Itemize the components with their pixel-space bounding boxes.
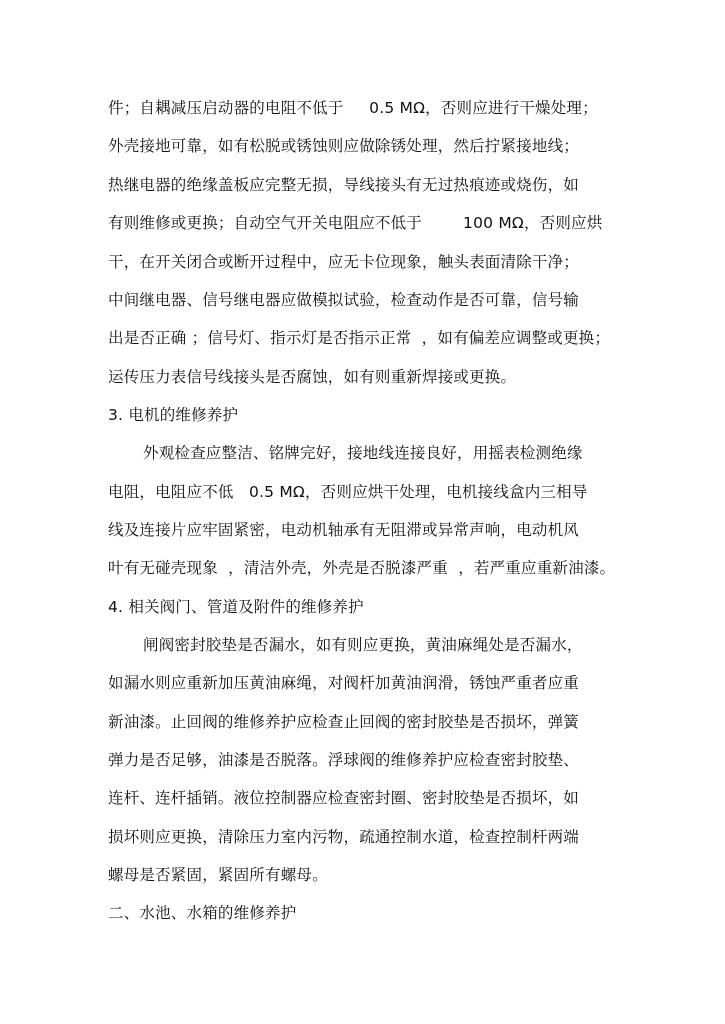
paragraph-line: 损坏则应更换，清除压力室内污物，疏通控制水道，检查控制杆两端 <box>108 828 580 846</box>
paragraph-line: 干，在开关闭合或断开过程中，应无卡位现象，触头表面清除干净； <box>108 253 580 271</box>
section-heading-motor: 3. 电机的维修养护 <box>108 406 239 424</box>
paragraph-line: 外观检查应整洁、铭牌完好，接地线连接良好，用摇表检测绝缘 <box>143 444 583 462</box>
paragraph-line: 如漏水则应重新加压黄油麻绳，对阀杆加黄油润滑，锈蚀严重者应重 <box>108 674 580 692</box>
paragraph-line: 电阻，电阻应不低 0.5 MΩ，否则应烘干处理，电机接线盒内三相导 <box>108 483 588 501</box>
paragraph-line: 线及连接片应牢固紧密，电动机轴承有无阻滞或异常声响，电动机风 <box>108 521 580 539</box>
paragraph-line: 热继电器的绝缘盖板应完整无损，导线接头有无过热痕迹或烧伤，如 <box>108 176 580 194</box>
paragraph-line: 件；自耦减压启动器的电阻不低于 0.5 MΩ，否则应进行干燥处理； <box>108 99 598 117</box>
paragraph-line: 有则维修或更换；自动空气开关电阻应不低于 100 MΩ，否则应烘 <box>108 214 603 232</box>
paragraph-line: 外壳接地可靠，如有松脱或锈蚀则应做除锈处理，然后拧紧接地线； <box>108 137 580 155</box>
paragraph-line: 新油漆。止回阀的维修养护应检查止回阀的密封胶垫是否损坏，弹簧 <box>108 713 580 731</box>
paragraph-line: 闸阀密封胶垫是否漏水，如有则应更换，黄油麻绳处是否漏水， <box>143 636 583 654</box>
paragraph-line: 出是否正确 ；信号灯、指示灯是否指示正常 ，如有偏差应调整或更换； <box>108 329 611 347</box>
section-title-water-tank: 二、水池、水箱的维修养护 <box>108 904 297 922</box>
section-heading-valves: 4. 相关阀门、管道及附件的维修养护 <box>108 598 364 616</box>
paragraph-line: 弹力是否足够，油漆是否脱落。浮球阀的维修养护应检查密封胶垫、 <box>108 751 580 769</box>
paragraph-line: 螺母是否紧固，紧固所有螺母。 <box>108 866 328 884</box>
paragraph-line: 连杆、连杆插销。液位控制器应检查密封圈、密封胶垫是否损坏，如 <box>108 789 580 807</box>
paragraph-line: 运传压力表信号线接头是否腐蚀，如有则重新焊接或更换。 <box>108 368 517 386</box>
paragraph-line: 中间继电器、信号继电器应做模拟试验，检查动作是否可靠，信号输 <box>108 291 580 309</box>
paragraph-line: 叶有无碰壳现象 ，清洁外壳，外壳是否脱漆严重 ，若严重应重新油漆。 <box>108 559 616 577</box>
